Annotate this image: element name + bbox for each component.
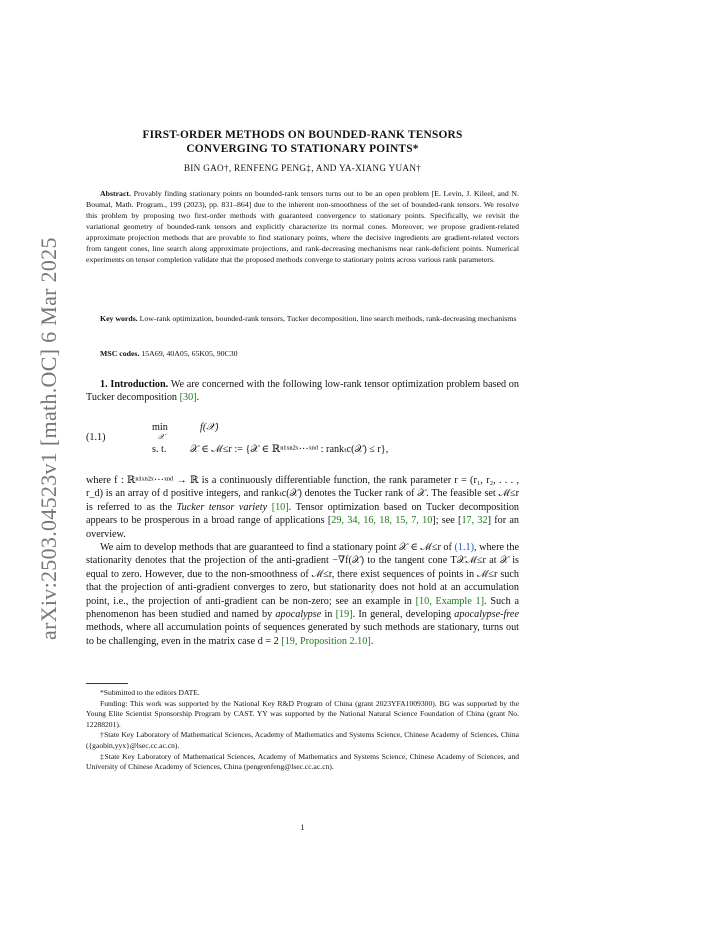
equation-ref-link[interactable]: (1.1) xyxy=(454,542,474,554)
equation-constraint: 𝒳 ∈ ℳ≤r := {𝒳 ∈ ℝⁿ¹ˣⁿ²ˣ···ˣⁿᵈ : rankₜc(𝒳) ≤ r}, xyxy=(190,444,389,455)
paragraph-2 xyxy=(86,541,519,648)
equation-objective: f(𝒳) xyxy=(200,422,219,433)
abstract-text: Provably finding stationary points on bounded-rank tensors turns out to be an open problem [E. Levin, J. Kileel, and N. Boumal, Math. Program., 199 (2023), pp. 831–864] due to the inherent non-smoothness of the set of bounded-rank tensors. We resolve this problem by proposing two first-order methods with guaranteed convergence to stationary points. Specifically, we revisit the variational geometry of bounded-rank tensors and explicitly characterize its normal cones. Moreover, we propose gradient-related approximate projection methods that are provable to find stationary points, where the decisive ingredients are gradient-related vectors from tangent cones, line search along approximate projections, and rank-decreasing mechanisms near rank-deficient points. Numerical experiments on tensor completion validate that the proposed methods converge to stationary points across various rank parameters. xyxy=(86,189,520,264)
p1-emph: Tucker tensor variety xyxy=(176,501,268,513)
equation-min: min xyxy=(152,422,168,433)
paragraph-1 xyxy=(86,474,519,541)
p2-text-c: . Such a phenomenon has been studied and named by xyxy=(86,595,520,621)
footnote: Funding: This work was supported by the National Key R&D Program of China (grant 2023YFA1009300). BG was supported by the Young Elite Scientist Sponsorship Program by CAST. YY was supported by the National Natural Science Foundation of China (grant No. 12288201). xyxy=(86,698,519,729)
section-heading: 1. Introduction. xyxy=(100,379,169,390)
footnote: †State Key Laboratory of Mathematical Sciences, Academy of Mathematics and Systems Science, Chinese Academy of Sciences, China ({gaobin,yyx}@lsec.cc.ac.cn). xyxy=(86,730,519,750)
citation-link[interactable]: 17, 32 xyxy=(461,515,488,527)
citation-link[interactable]: [10] xyxy=(271,501,289,513)
equation-number: (1.1) xyxy=(86,432,106,443)
p1-text-e: ]; see [ xyxy=(432,515,462,527)
citation-link[interactable]: [19] xyxy=(335,609,353,621)
title-line-1: FIRST-ORDER METHODS ON BOUNDED-RANK TENSORS xyxy=(142,129,463,141)
p2-emph: apocalypse xyxy=(275,609,322,621)
abstract-label: Abstract. xyxy=(100,189,131,198)
intro-end: . xyxy=(196,392,200,404)
body-text xyxy=(86,474,519,648)
p1-text-f: ] for an overview. xyxy=(86,515,520,540)
paper-title xyxy=(86,128,519,156)
p2-text-f: methods, where all accumulation points of sequences generated by such methods are stationary, turns out to be challenging, even in the matrix case d = 2 xyxy=(86,622,519,647)
footnote: ‡State Key Laboratory of Mathematical Sciences, Academy of Mathematics and Systems Science, Chinese Academy of Sciences, and University of Chinese Academy of Sciences, China (pengrenfeng@lsec.cc.ac.cn). xyxy=(86,751,519,772)
intro-text: We are concerned with the following low-rank tensor optimization problem based on Tucker decomposition xyxy=(86,379,519,404)
title-line-2: CONVERGING TO STATIONARY POINTS* xyxy=(186,143,419,155)
equation-st: s. t. xyxy=(152,444,167,455)
arxiv-stamp: arXiv:2503.04523v1 [math.OC] 6 Mar 2025 xyxy=(36,237,61,640)
footnote-rule xyxy=(86,683,128,684)
abstract xyxy=(86,188,519,265)
footnotes xyxy=(86,688,519,773)
citation-link[interactable]: [19, Proposition 2.10] xyxy=(281,635,371,647)
keywords-label: Key words. xyxy=(100,314,138,323)
p2-text-g: . xyxy=(370,635,374,647)
p2-text-d: in xyxy=(321,609,336,621)
keywords xyxy=(86,313,519,324)
p2-text-a: We aim to develop methods that are guaranteed to find a stationary point 𝒳 ∈ ℳ≤r of xyxy=(100,542,455,554)
keywords-text: Low-rank optimization, bounded-rank tensors, Tucker decomposition, line search methods, rank-decreasing mechanisms xyxy=(139,314,517,323)
citation-link[interactable]: 29, 34, 16, 18, 15, 7, 10 xyxy=(331,515,433,527)
p2-text-e: . In general, developing xyxy=(352,609,455,621)
citation-link[interactable]: [30] xyxy=(179,392,197,404)
p1-text-d: . Tensor optimization based on Tucker decomposition appears to be prosperous in a broad range of applications [ xyxy=(86,501,520,527)
equation-1-1 xyxy=(86,418,519,458)
page-number: 1 xyxy=(300,822,305,832)
footnote: *Submitted to the editors DATE. xyxy=(100,688,200,697)
p2-text-b: , where the stationarity denotes that the projection of the anti-gradient −∇f(𝒳) to the tangent cone T𝒳ℳ≤r at 𝒳 is equal to zero. However, due to the non-smoothness of ℳ≤r, there exist sequences of points in ℳ≤r such that the projection of anti-gradient converges to zero, but stationarity does not hold at an accumulation point, i.e., the projection of anti-gradient can be non-zero; see an example in xyxy=(86,542,519,607)
equation-variable: 𝒳 xyxy=(158,432,165,441)
p2-emph: apocalypse-free xyxy=(454,609,519,621)
author-list: BIN GAO†, RENFENG PENG‡, AND YA-XIANG YUAN† xyxy=(183,163,422,173)
msc-text: 15A69, 40A05, 65K05, 90C30 xyxy=(141,349,238,358)
msc-label: MSC codes. xyxy=(100,349,140,358)
msc-codes xyxy=(86,348,519,359)
p1-text-a: where f : ℝⁿ¹ˣⁿ²ˣ···ˣⁿᵈ → ℝ is a continuously differentiable function, the rank parameter r = (r₁, r₂, . . . , r_d) is an array of d positive integers, and rankₜc(𝒳) denotes the Tucker rank of 𝒳. The feasible set ℳ≤r is referred to as the xyxy=(86,475,519,513)
introduction xyxy=(86,378,519,405)
citation-link[interactable]: [10, Example 1] xyxy=(415,595,485,607)
